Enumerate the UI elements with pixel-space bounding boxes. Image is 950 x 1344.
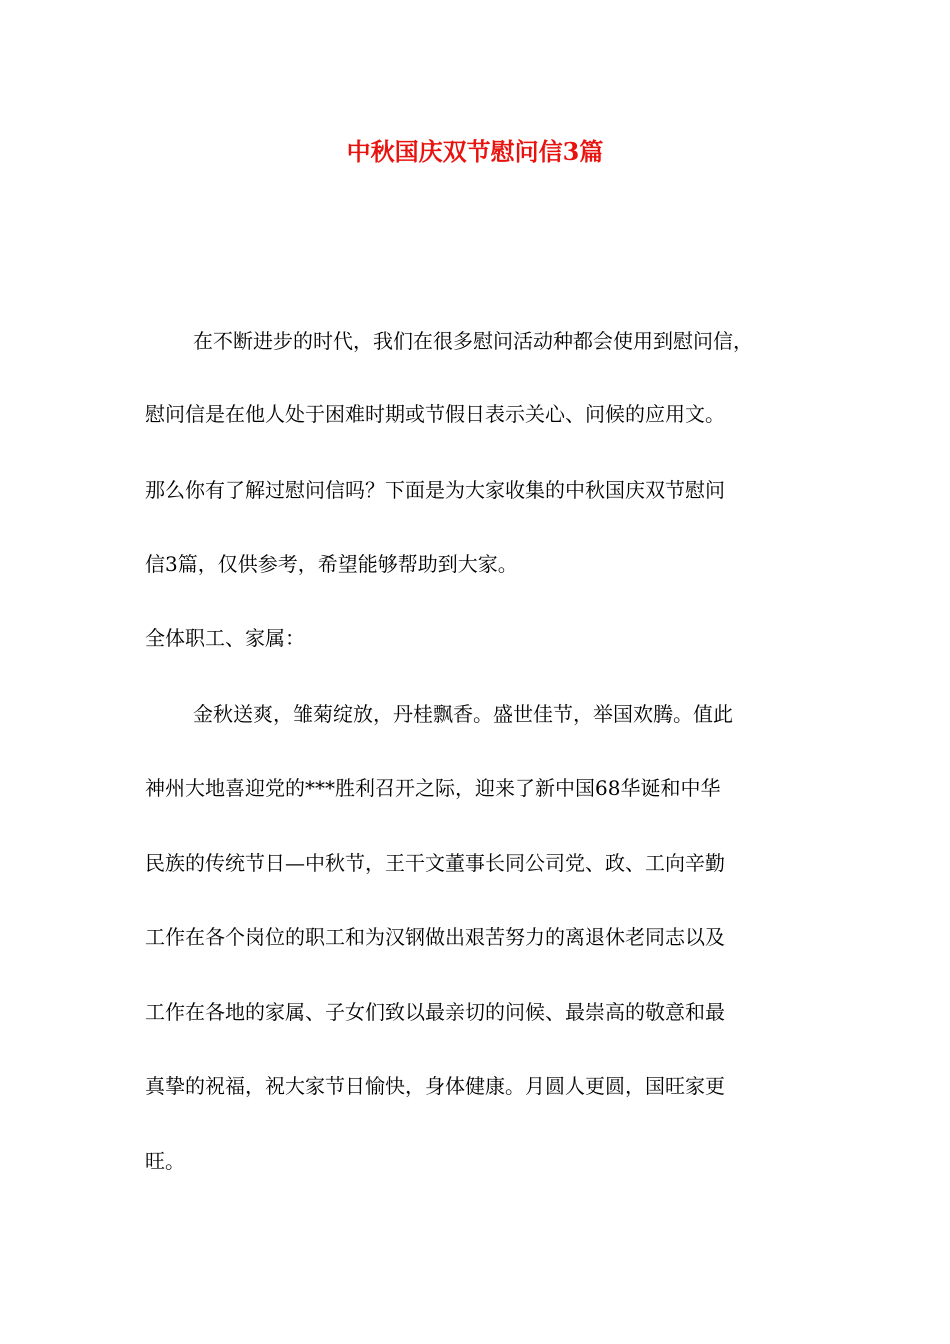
- paragraph-line: 在不断进步的时代，我们在很多慰问活动种都会使用到慰问信，: [193, 329, 753, 353]
- paragraph-line: 工作在各个岗位的职工和为汉钢做出艰苦努力的离退休老同志以及: [145, 925, 725, 949]
- paragraph-line: 工作在各地的家属、子女们致以最亲切的问候、最崇高的敬意和最: [145, 1000, 725, 1024]
- paragraph-line: 信3篇，仅供参考，希望能够帮助到大家。: [145, 552, 518, 576]
- salutation-line: 全体职工、家属：: [145, 626, 305, 650]
- paragraph-line: 旺。: [145, 1149, 185, 1173]
- paragraph-line: 神州大地喜迎党的***胜利召开之际，迎来了新中国68华诞和中华: [145, 776, 721, 800]
- document-title: 中秋国庆双节慰问信3篇: [346, 137, 604, 166]
- paragraph-line: 真挚的祝福，祝大家节日愉快，身体健康。月圆人更圆，国旺家更: [145, 1074, 725, 1098]
- paragraph-line: 慰问信是在他人处于困难时期或节假日表示关心、问候的应用文。: [145, 402, 725, 426]
- paragraph-line: 民族的传统节日—中秋节，王干文董事长同公司党、政、工向辛勤: [145, 851, 725, 875]
- paragraph-line: 金秋送爽，雏菊绽放，丹桂飘香。盛世佳节，举国欢腾。值此: [193, 702, 733, 726]
- paragraph-line: 那么你有了解过慰问信吗？下面是为大家收集的中秋国庆双节慰问: [145, 478, 725, 502]
